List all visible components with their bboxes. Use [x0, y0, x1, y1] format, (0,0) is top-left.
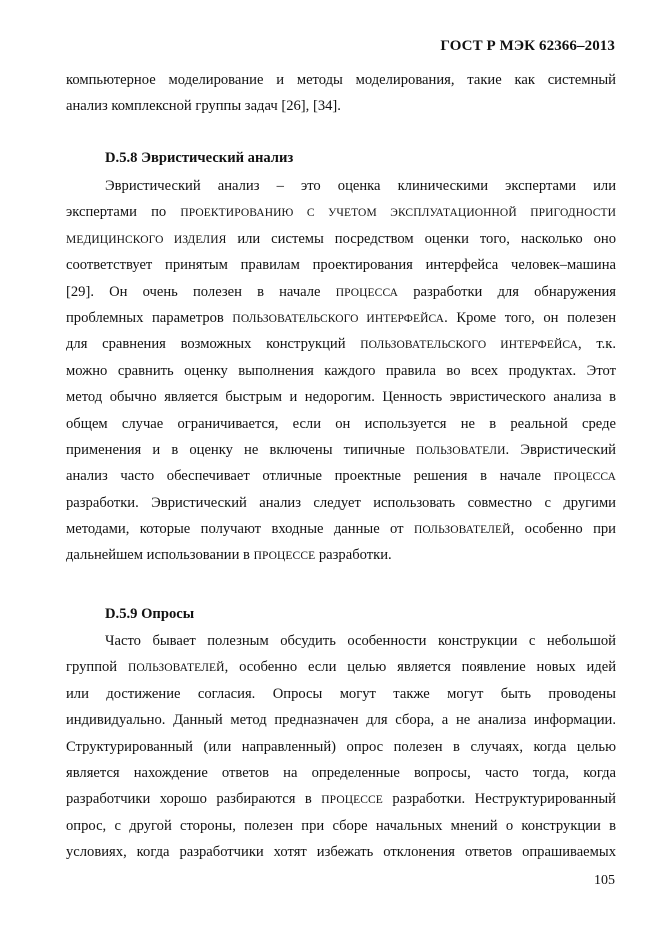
defined-term: ПРОЦЕССЕ: [321, 794, 383, 807]
text-run: разработки. Эвристический анализ следует использовать совместно с другими: [66, 494, 616, 511]
text-run: , особенно если целью является появление новых идей: [224, 659, 617, 676]
text-run: . Кроме того, он полезен: [444, 309, 617, 326]
document-header: ГОСТ Р МЭК 62366–2013: [440, 38, 615, 54]
text-line: [66, 542, 616, 568]
text-run: для сравнения возможных конструкций: [66, 336, 361, 353]
text-line: [66, 490, 616, 516]
text-line: [66, 463, 616, 489]
text-run: разработки. Неструктурированный: [382, 791, 616, 808]
text-run: является нахождение ответов на определенные вопросы, часто тогда, когда: [66, 764, 616, 781]
text-run: , особенно при: [510, 521, 616, 538]
text-run: Эвристический анализ – это оценка клиническими экспертами или: [105, 178, 616, 194]
text-run: метод обычно является быстрым и недорогим. Ценность эвристического анализа в: [66, 389, 616, 406]
text-line: [66, 707, 616, 733]
text-line: [66, 839, 616, 865]
text-line: [66, 199, 616, 225]
defined-term: ПРОЦЕССЕ: [253, 550, 316, 563]
text-line: компьютерное моделирование и методы моделирования, такие как системный: [66, 72, 616, 88]
text-run: или достижение согласия. Опросы могут также могут быть проводены: [66, 685, 616, 702]
text-line: [66, 384, 616, 410]
defined-term: ПОЛЬЗОВАТЕЛЬСКОГО ИНТЕРФЕЙСА: [232, 312, 445, 325]
defined-term: ПРОЦЕССА: [335, 286, 399, 299]
text-line: [66, 331, 616, 357]
page-number: 105: [594, 873, 615, 888]
text-line: [66, 681, 616, 707]
text-line: [66, 516, 616, 542]
text-line: [66, 813, 616, 839]
text-run: индивидуально. Данный метод предназначен для сбора, а не анализа информации.: [66, 712, 616, 729]
text-run: Часто бывает полезным обсудить особенности конструкции с небольшой: [105, 633, 616, 649]
text-run: Структурированный (или направленный) опрос полезен в случаях, когда целью: [66, 738, 616, 755]
text-run: экспертами по: [66, 204, 181, 221]
defined-term: ПРОЕКТИРОВАНИЮ С УЧЕТОМ ЭКСПЛУАТАЦИОННОЙ ПРИГОДНОСТИ: [180, 207, 617, 220]
text-run: или системы посредством оценки того, насколько оно: [226, 230, 616, 247]
intro-paragraph: [66, 67, 616, 120]
heuristic-analysis-paragraph: [66, 173, 616, 569]
text-run: можно сравнить оценку выполнения каждого правила во всех продуктах. Этот: [66, 362, 616, 379]
text-line: [66, 226, 616, 252]
defined-term: ПОЛЬЗОВАТЕЛЕЙ: [413, 524, 511, 537]
text-line: анализ комплексной группы задач [26], [34].: [66, 98, 341, 115]
text-run: условиях, когда разработчики хотят избежать отклонения ответов опрашиваемых: [66, 844, 616, 861]
defined-term: ПРОЦЕССА: [553, 471, 616, 484]
text-line: [66, 654, 616, 680]
text-line: [66, 411, 616, 437]
text-run: применения и в оценку не включены типичные: [66, 441, 417, 458]
text-run: , т.к.: [577, 336, 617, 353]
text-run: методами, которые получают входные данные от: [66, 521, 414, 538]
text-run: общем случае ограничивается, если он используется не в реальной среде: [66, 415, 616, 432]
text-line: [66, 628, 616, 654]
text-line: [66, 305, 616, 331]
text-run: . Эвристический: [505, 441, 616, 458]
text-run: группой: [66, 659, 128, 676]
text-line: [66, 173, 616, 199]
text-run: опрос, с другой стороны, полезен при сборе начальных мнений о конструкции в: [66, 817, 616, 834]
text-line: [66, 358, 616, 384]
text-run: разработки.: [315, 547, 392, 564]
defined-term: ПОЛЬЗОВАТЕЛЬСКОГО ИНТЕРФЕЙСА: [360, 339, 578, 352]
section-heading-heuristic-analysis: D.5.8 Эвристический анализ: [105, 150, 294, 166]
text-line: [66, 279, 616, 305]
text-line: [66, 786, 616, 812]
text-run: соответствует принятым правилам проектирования интерфейса человек–машина: [66, 257, 616, 274]
defined-term: МЕДИЦИНСКОГО ИЗДЕЛИЯ: [66, 233, 227, 246]
defined-term: ПОЛЬЗОВАТЕЛЕЙ: [127, 662, 225, 675]
surveys-paragraph: [66, 628, 616, 866]
text-run: анализ часто обеспечивает отличные проектные решения в начале: [66, 468, 554, 485]
text-run: дальнейшем использовании в: [66, 547, 254, 564]
text-run: проблемных параметров: [66, 309, 233, 326]
text-run: разработчики хорошо разбираются в: [66, 791, 322, 808]
text-line: [66, 734, 616, 760]
text-line: [66, 437, 616, 463]
section-heading-surveys: D.5.9 Опросы: [105, 606, 195, 622]
text-run: разработки для обнаружения: [398, 283, 617, 300]
text-line: [66, 760, 616, 786]
defined-term: ПОЛЬЗОВАТЕЛИ: [416, 444, 506, 457]
text-line: [66, 252, 616, 278]
text-run: [29]. Он очень полезен в начале: [66, 283, 336, 300]
